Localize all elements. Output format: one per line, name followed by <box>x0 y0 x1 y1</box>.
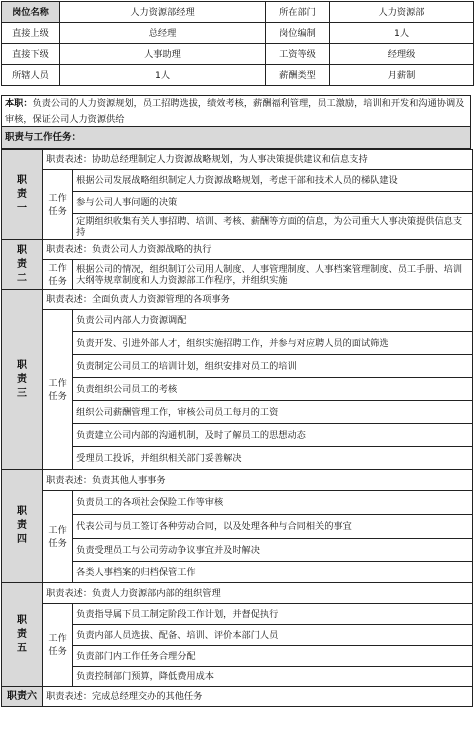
task-item: 负责建立公司内部的沟通机制，及时了解员工的思想动态 <box>73 424 473 447</box>
info-value: 1人 <box>60 65 266 86</box>
task-row <box>2 625 473 646</box>
info-label: 岗位编制 <box>266 23 330 44</box>
task-row <box>2 562 473 583</box>
info-row <box>2 44 474 65</box>
info-label: 薪酬类型 <box>266 65 330 86</box>
info-label: 所在部门 <box>266 2 330 23</box>
task-item: 负责指导属下员工制定阶段工作计划，并督促执行 <box>73 604 473 625</box>
task-row <box>2 447 473 470</box>
duty-row <box>2 470 473 491</box>
task-item: 负责控制部门预算，降低费用成本 <box>73 667 473 687</box>
info-row <box>2 65 474 86</box>
task-row <box>2 355 473 378</box>
duty-label <box>2 150 43 240</box>
duty-row <box>2 687 473 707</box>
task-row <box>2 260 473 290</box>
duty-label-text: 职责二 <box>17 244 28 284</box>
duty-label <box>2 470 43 583</box>
task-item: 各类人事档案的归档保管工作 <box>73 562 473 583</box>
task-row <box>2 667 473 687</box>
task-row <box>2 192 473 214</box>
info-value: 总经理 <box>60 23 266 44</box>
duty-label-text: 职责四 <box>17 506 28 545</box>
work-tasks-label-text: 工作任务 <box>48 377 67 402</box>
duty-row <box>2 240 473 260</box>
task-row <box>2 214 473 240</box>
info-label: 所辖人员 <box>2 65 60 86</box>
work-tasks-label <box>43 604 73 687</box>
task-row <box>2 646 473 667</box>
task-item: 代表公司与员工签订各种劳动合同，以及处理各种与合同相关的事宜 <box>73 515 473 539</box>
work-tasks-label-text: 工作任务 <box>48 524 67 549</box>
task-item: 负责组织公司员工的考核 <box>73 378 473 401</box>
task-item: 负责部门内工作任务合理分配 <box>73 646 473 667</box>
duty-label <box>2 290 43 470</box>
task-item: 负责制定公司员工的培训计划，组织安排对员工的培训 <box>73 355 473 378</box>
info-value: 人力资源部 <box>330 2 474 23</box>
work-tasks-label <box>43 491 73 583</box>
info-label: 工资等级 <box>266 44 330 65</box>
info-value: 人力资源部经理 <box>60 2 266 23</box>
duty-label-text: 职责六 <box>7 690 38 702</box>
info-label: 直接下级 <box>2 44 60 65</box>
duty-row <box>2 583 473 604</box>
task-item: 负责受理员工与公司劳动争议事宜并及时解决 <box>73 539 473 562</box>
task-row <box>2 170 473 192</box>
duty-label <box>2 687 43 707</box>
task-row <box>2 332 473 355</box>
duty-description: 职责表述：协助总经理制定人力资源战略规划，为人事决策提供建议和信息支持 <box>43 150 473 170</box>
work-tasks-label-text: 工作任务 <box>48 192 67 217</box>
task-row <box>2 604 473 625</box>
duty-label-text: 职责一 <box>17 174 28 214</box>
duty-row <box>2 290 473 310</box>
info-value: 经理级 <box>330 44 474 65</box>
section-title: 职责与工作任务： <box>1 127 471 149</box>
info-value: 1人 <box>330 23 474 44</box>
task-item: 组织公司薪酬管理工作，审核公司员工每月的工资 <box>73 401 473 424</box>
info-label: 岗位名称 <box>2 2 60 23</box>
task-item: 参与公司人事问题的决策 <box>73 192 473 214</box>
task-item: 根据公司的情况，组织制订公司用人制度、人事管理制度、人事档案管理制度、员工手册、培训大纲等规章制度和人力资源部工作程序，并组织实施 <box>73 260 473 290</box>
duty-row <box>2 150 473 170</box>
duty-description: 职责表述：负责其他人事事务 <box>43 470 473 491</box>
task-row <box>2 515 473 539</box>
duties-table <box>1 149 473 707</box>
info-value: 月薪制 <box>330 65 474 86</box>
job-scope-text: 负责公司的人力资源规划，员工招聘选拔，绩效考核，薪酬福利管理，员工激励，培训和开发和沟通协调及审核，保证公司人力资源供给 <box>5 98 465 125</box>
task-item: 负责公司内部人力资源调配 <box>73 310 473 332</box>
duty-description: 职责表述：完成总经理交办的其他任务 <box>43 687 473 707</box>
job-scope-label: 本职： <box>5 98 33 109</box>
duty-label-text: 职责五 <box>17 614 28 654</box>
work-tasks-label <box>43 170 73 240</box>
duty-description: 职责表述：全面负责人力资源管理的各项事务 <box>43 290 473 310</box>
work-tasks-label-text: 工作任务 <box>48 262 67 287</box>
task-row <box>2 424 473 447</box>
duty-label <box>2 583 43 687</box>
task-row <box>2 378 473 401</box>
task-row <box>2 310 473 332</box>
task-item: 负责员工的各项社会保险工作等审核 <box>73 491 473 515</box>
task-row <box>2 401 473 424</box>
duty-label <box>2 240 43 290</box>
position-info-table <box>1 1 474 86</box>
task-item: 定期组织收集有关人事招聘、培训、考核、薪酬等方面的信息，为公司重大人事决策提供信息支持 <box>73 214 473 240</box>
info-row <box>2 2 474 23</box>
task-item: 负责内部人员选拔、配备、培训、评价本部门人员 <box>73 625 473 646</box>
duty-description: 职责表述：负责人力资源部内部的组织管理 <box>43 583 473 604</box>
task-item: 根据公司发展战略组织制定人力资源战略规划，考虑干部和技术人员的梯队建设 <box>73 170 473 192</box>
task-row <box>2 491 473 515</box>
duty-label-text: 职责三 <box>17 359 28 399</box>
work-tasks-label <box>43 260 73 290</box>
task-item: 受理员工投诉，并组织相关部门妥善解决 <box>73 447 473 470</box>
info-value: 人事助理 <box>60 44 266 65</box>
work-tasks-label-text: 工作任务 <box>48 633 67 657</box>
task-item: 负责开发、引进外部人才，组织实施招聘工作，并参与对应聘人员的面试筛选 <box>73 332 473 355</box>
job-scope <box>1 95 471 127</box>
work-tasks-label <box>43 310 73 470</box>
info-row <box>2 23 474 44</box>
duty-description: 职责表述：负责公司人力资源战略的执行 <box>43 240 473 260</box>
info-label: 直接上级 <box>2 23 60 44</box>
task-row <box>2 539 473 562</box>
